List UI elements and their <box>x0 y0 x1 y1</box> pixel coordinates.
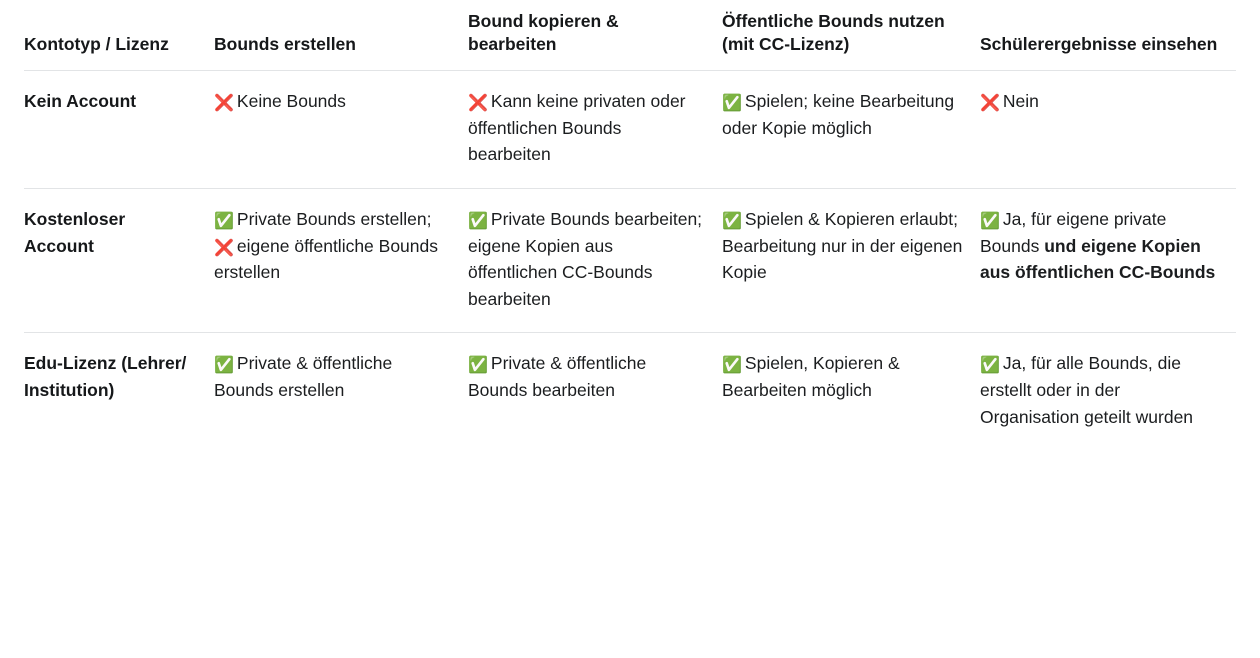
cell-no-account-student-results <box>980 71 1236 189</box>
header-row <box>24 10 1236 71</box>
cell-free-account-student-results <box>980 188 1236 332</box>
column-header-student-results: Schülerergebnisse einsehen <box>980 10 1236 71</box>
cell-free-account-public-cc <box>722 188 980 332</box>
cell-edu-create <box>214 333 468 450</box>
table-body <box>24 71 1236 450</box>
table-header <box>24 10 1236 71</box>
table-row <box>24 188 1236 332</box>
row-label-no-account: Kein Account <box>24 71 214 189</box>
check-icon: ✅ <box>214 210 234 230</box>
cell-text-bold: und eigene Kopien aus öffentlichen CC-Bounds <box>980 235 1216 283</box>
cross-icon: ❌ <box>214 93 234 113</box>
cell-text: Spielen, Kopieren & Bearbeiten möglich <box>722 353 900 400</box>
check-icon: ✅ <box>722 210 742 230</box>
cell-no-account-public-cc <box>722 71 980 189</box>
cell-text: Nein <box>1002 91 1039 112</box>
cell-free-account-copy-edit <box>468 188 722 332</box>
cell-text: Private & öffentliche Bounds bearbeiten <box>468 353 647 400</box>
check-icon: ✅ <box>214 355 234 375</box>
cross-icon: ❌ <box>214 237 234 257</box>
cell-no-account-create <box>214 71 468 189</box>
check-icon: ✅ <box>980 210 1000 230</box>
cell-text: Spielen & Kopieren erlaubt; Bearbeitung nur in der eigenen Kopie <box>722 208 963 283</box>
cell-text: Private & öffentliche Bounds erstellen <box>214 353 393 400</box>
check-icon: ✅ <box>980 355 1000 375</box>
column-header-create-bounds: Bounds erstellen <box>214 10 468 71</box>
cell-text: Ja, für eigene private Bounds <box>980 208 1167 256</box>
row-label-free-account: Kostenloser Account <box>24 188 214 332</box>
row-label-edu-license: Edu-Lizenz (Lehrer/ Institution) <box>24 353 187 400</box>
cell-text: Ja, für alle Bounds, die erstellt oder in der Organisation geteilt wurden <box>980 353 1194 427</box>
cell-text: Private Bounds bearbeiten; eigene Kopien aus öffentlichen CC-Bounds bearbeiten <box>468 208 703 309</box>
cell-no-account-copy-edit <box>468 71 722 189</box>
cell-text-secondary: eigene öffentliche Bounds erstellen <box>214 235 439 283</box>
cell-text: Kann keine privaten oder öffentlichen Bounds bearbeiten <box>468 91 686 165</box>
cell-text: Private Bounds erstellen; <box>236 208 432 229</box>
table-row <box>24 71 1236 189</box>
column-header-account-type: Kontotyp / Lizenz <box>24 10 214 71</box>
cell-edu-copy-edit <box>468 333 722 450</box>
license-comparison-table <box>24 10 1236 450</box>
check-icon: ✅ <box>722 355 742 375</box>
column-header-public-bounds-cc: Öffentliche Bounds nutzen (mit CC-Lizenz) <box>722 10 980 71</box>
cross-icon: ❌ <box>468 93 488 113</box>
check-icon: ✅ <box>468 210 488 230</box>
column-header-copy-edit-bound: Bound kopieren & bearbeiten <box>468 10 722 71</box>
check-icon: ✅ <box>722 93 742 113</box>
cell-free-account-create <box>214 188 468 332</box>
check-icon: ✅ <box>468 355 488 375</box>
table-row <box>24 333 1236 450</box>
cross-icon: ❌ <box>980 93 1000 113</box>
cell-edu-public-cc <box>722 333 980 450</box>
cell-edu-student-results <box>980 333 1236 450</box>
cell-text: Spielen; keine Bearbeitung oder Kopie möglich <box>722 91 955 138</box>
cell-text: Keine Bounds <box>236 91 346 112</box>
